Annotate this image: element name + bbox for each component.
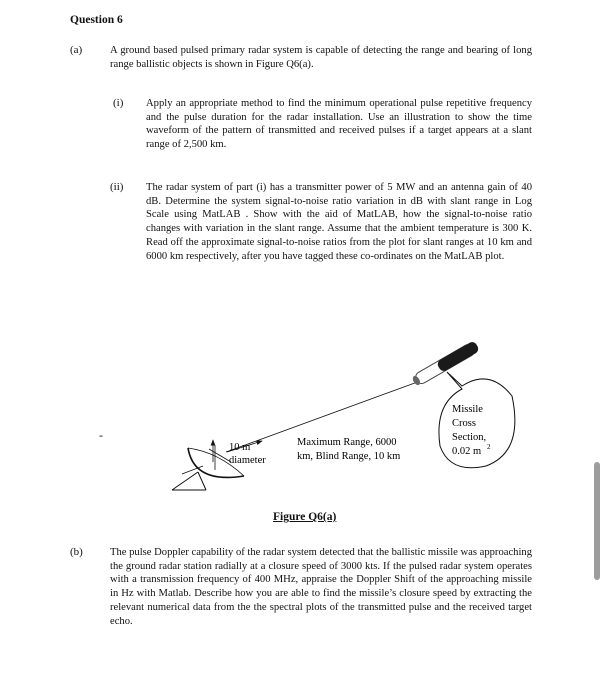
- part-a-label: (a): [70, 44, 83, 56]
- part-b-label: (b): [70, 546, 83, 558]
- dish-label-line2: diameter: [229, 455, 266, 466]
- part-a-ii-label: (ii): [110, 181, 124, 193]
- missile-label-line1: Missile: [452, 404, 483, 415]
- missile-label-superscript: 2: [487, 443, 491, 451]
- dish-label-line1: 10 m: [229, 442, 251, 453]
- missile-icon: [411, 340, 480, 387]
- part-a-ii-text: The radar system of part (i) has a transmitter power of 5 MW and an antenna gain of 40 dB. Determine the system signal-to-noise ratio variation in dB with slant range in Log Scale using MatLAB . Show with the aid of MatLAB, how the signal-to-noise ratio changes with variation in the slant range. Assume that the ambient temperature is 300 K. Read off the approximate signal-to-noise ratios from the plot for slant ranges at 10 km and 6000 km respectively, after you have tagged these co-ordinates on the MatLAB plot.: [146, 182, 532, 262]
- figure-caption: Figure Q6(a): [273, 511, 337, 523]
- range-label-line2: km, Blind Range, 10 km: [297, 451, 401, 462]
- part-b-text: The pulse Doppler capability of the radar system detected that the ballistic missile was approaching the ground radar station radially at a closure speed of 3000 kts. If the pulsed radar system operates with a transmission frequency of 400 MHz, appraise the Doppler Shift of the approaching missile in Hz with Matlab. Describe how you are able to find the missile’s closure speed by extracting the relevant numerical data from the the spectral plots of the transmitted pulse and the received target echo.: [110, 547, 532, 627]
- stray-mark: -: [99, 428, 103, 442]
- part-a-text: A ground based pulsed primary radar system is capable of detecting the range and bearing of long range ballistic objects is shown in Figure Q6(a).: [110, 45, 532, 70]
- missile-label-line2: Cross: [452, 418, 476, 429]
- missile-label-line4: 0.02 m: [452, 446, 482, 457]
- range-label-line1: Maximum Range, 6000: [297, 437, 397, 448]
- question-title: Question 6: [70, 14, 123, 26]
- part-a-i-label: (i): [113, 97, 124, 109]
- scrollbar-thumb[interactable]: [594, 462, 600, 580]
- part-a-i-text: Apply an appropriate method to find the minimum operational pulse repetitive frequency and the pulse duration for the radar installation. Use an illustration to show the time waveform of the pattern of transmitted and received pulses if a target appears at a slant range of 2,500 km.: [146, 98, 532, 151]
- missile-label-line3: Section,: [452, 432, 487, 443]
